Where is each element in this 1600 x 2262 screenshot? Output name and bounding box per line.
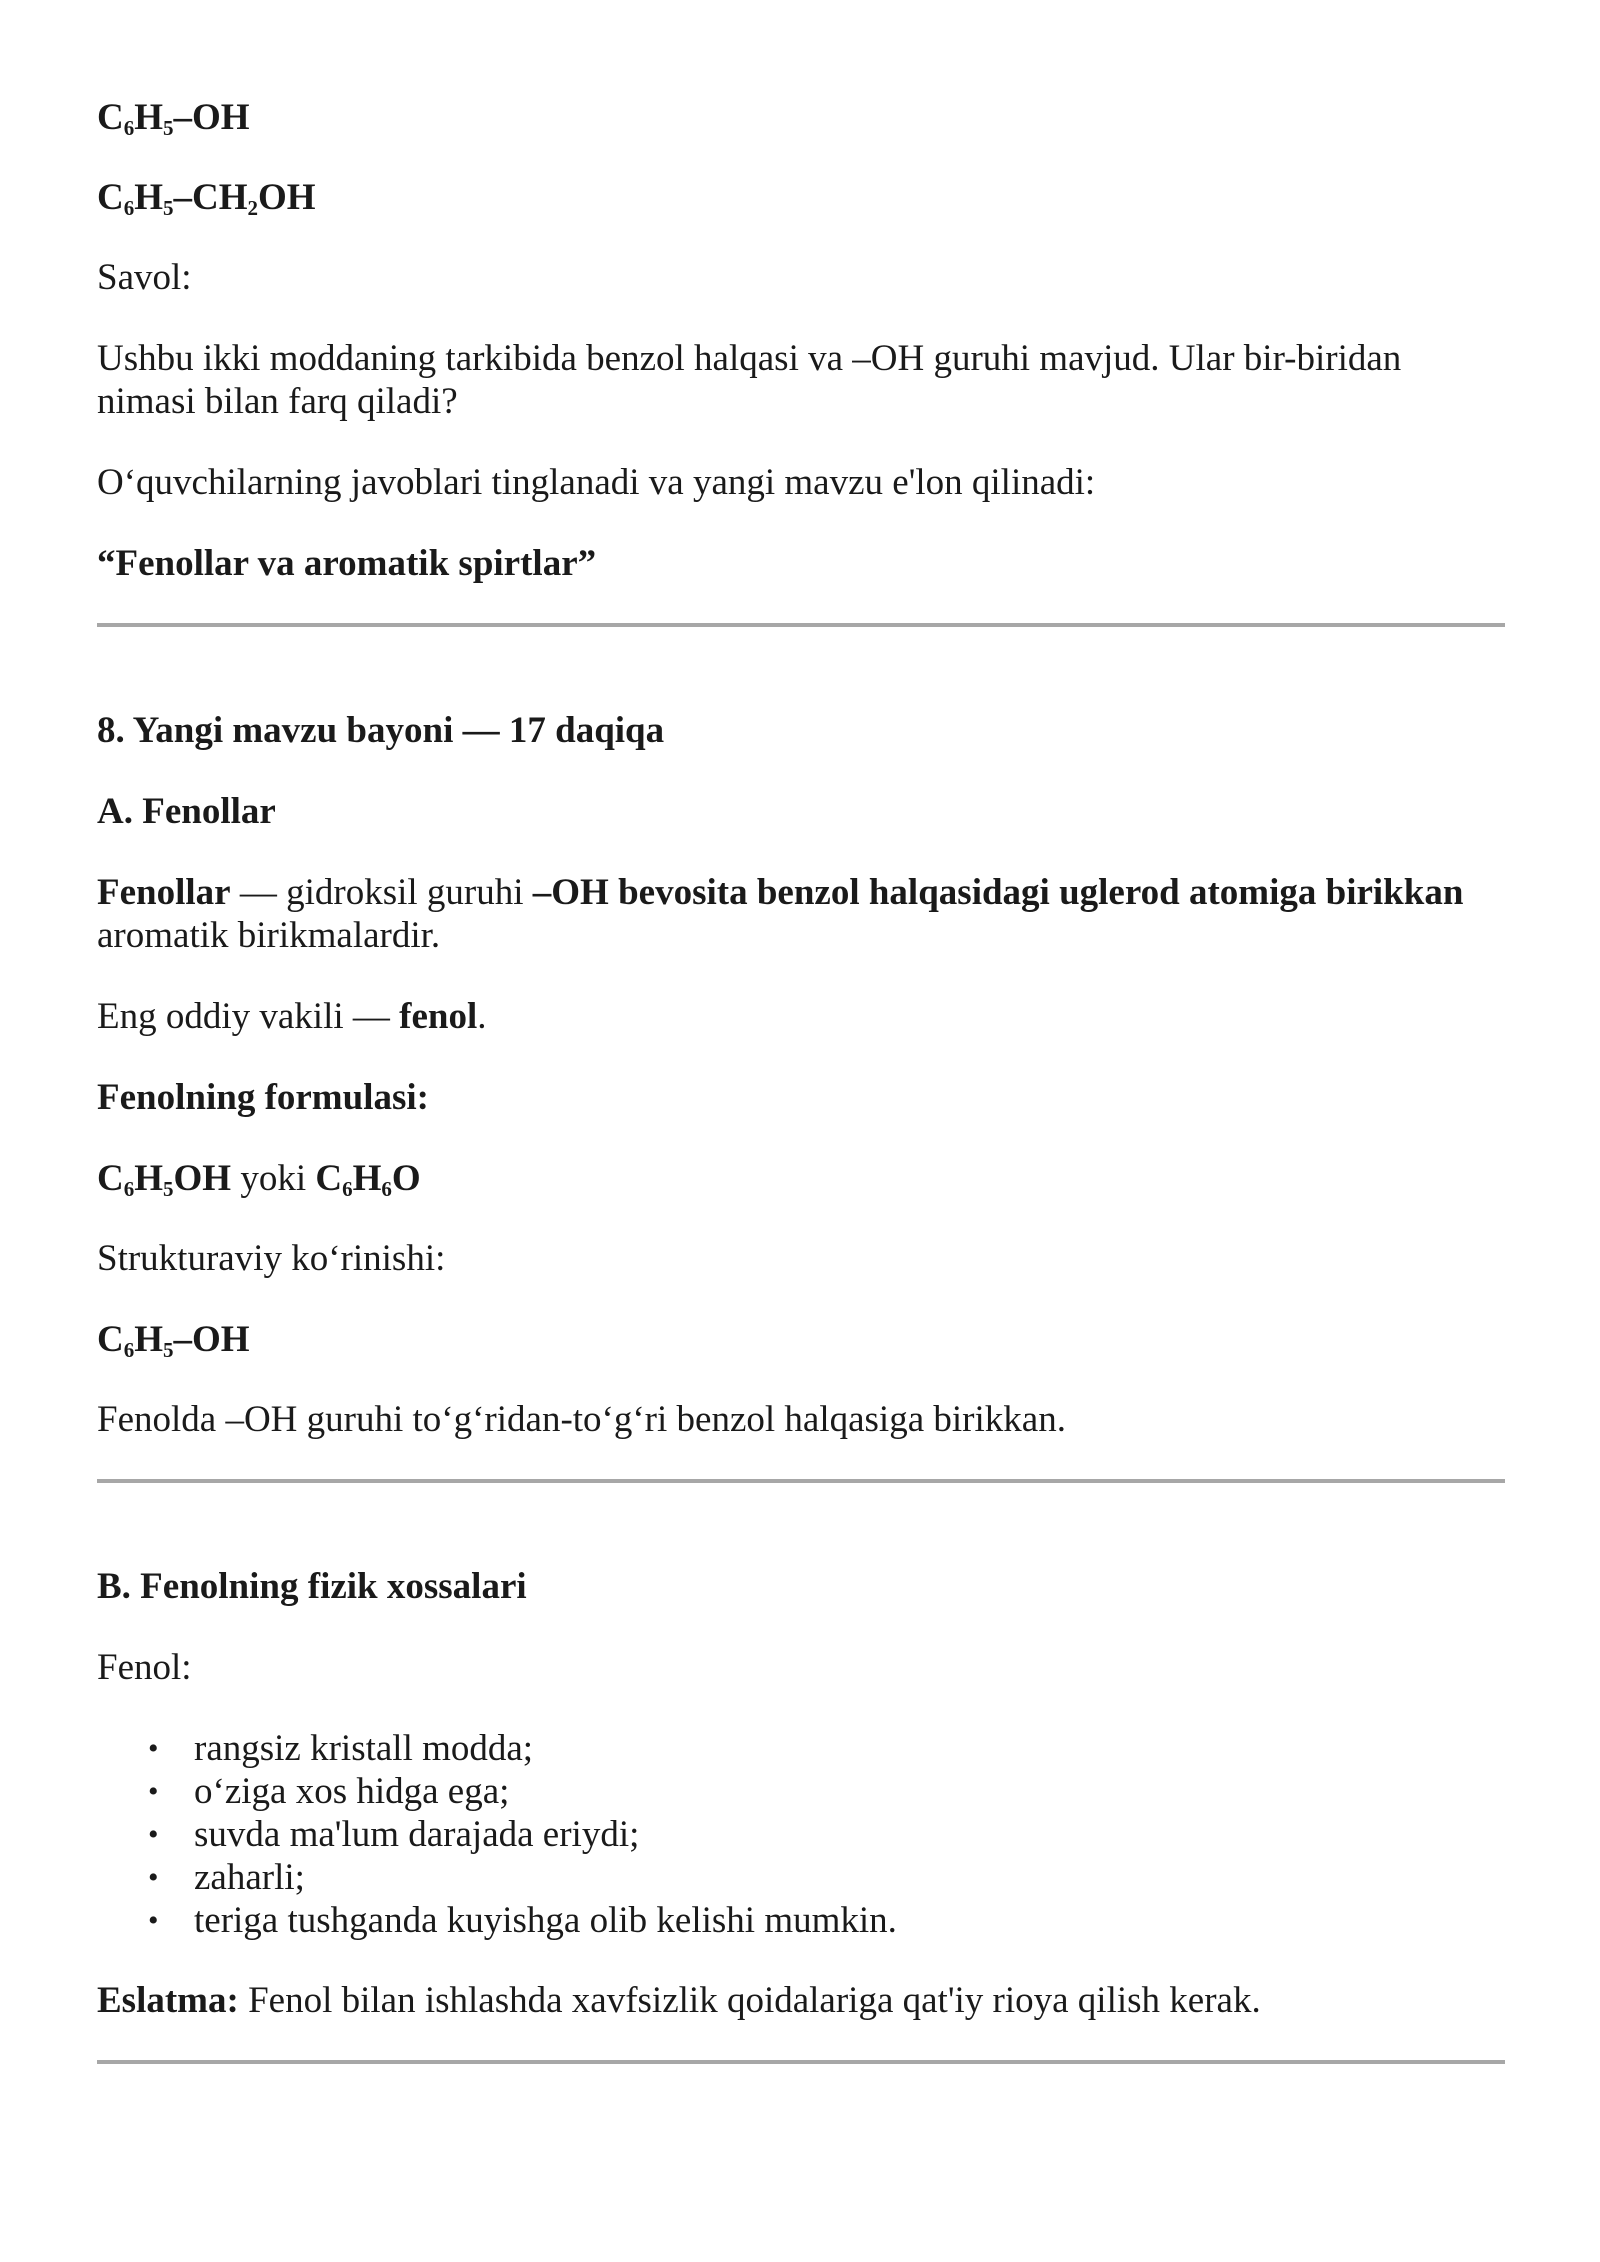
formula-phenol: $C_6H_5-OH$	[97, 97, 250, 140]
formula-label: Fenolning formulasi:	[97, 1077, 429, 1118]
fenol-label: Fenol:	[97, 1647, 192, 1688]
list-item: • zaharli;	[148, 1857, 305, 1898]
note-label: Eslatma:	[97, 1980, 239, 2021]
divider	[97, 2060, 1505, 2064]
bullet-icon: •	[148, 1904, 159, 1937]
structural-label: Strukturaviy ko‘rinishi:	[97, 1238, 446, 1279]
section-8-heading: 8. Yangi mavzu bayoni — 17 daqiqa	[97, 710, 665, 751]
section-b-heading: B. Fenolning fizik xossalari	[97, 1566, 527, 1607]
safety-note: Eslatma: Fenol bilan ishlashda xavfsizlik qoidalariga qat'iy rioya qilish kerak.	[97, 1980, 1261, 2021]
section-a-heading: A. Fenollar	[97, 791, 276, 832]
definition-paragraph: Fenollar — gidroksil guruhi –OH bevosita benzol halqasidagi uglerod atomiga birikkan aromatik birikmalardir.	[97, 872, 1464, 956]
definition-emphasis: –OH bevosita benzol halqasidagi uglerod atomiga birikkan	[532, 872, 1464, 913]
divider	[97, 1479, 1505, 1483]
bullet-icon: •	[148, 1861, 159, 1894]
question-label: Savol:	[97, 257, 192, 298]
bullet-icon: •	[148, 1818, 159, 1851]
list-item: • o‘ziga xos hidga ega;	[148, 1771, 510, 1812]
formula-benzyl-alcohol: $C_6H_5-CH_2OH$	[97, 177, 316, 220]
definition-term: Fenollar	[97, 872, 231, 913]
list-item: • teriga tushganda kuyishga olib kelishi mumkin.	[148, 1900, 897, 1941]
formula-line: $C_6H_5OH$ yoki $C_6H_6O$	[97, 1158, 421, 1201]
formula-structural: $C_6H_5-OH$	[97, 1319, 250, 1362]
list-item: • suvda ma'lum darajada eriydi;	[148, 1814, 640, 1855]
question-text: Ushbu ikki moddaning tarkibida benzol halqasi va –OH guruhi mavjud. Ular bir-biridan nimasi bilan farq qiladi?	[97, 338, 1402, 422]
bullet-icon: •	[148, 1732, 159, 1765]
simplest-representative: Eng oddiy vakili — fenol.	[97, 996, 487, 1037]
divider	[97, 623, 1505, 627]
topic-title: “Fenollar va aromatik spirtlar”	[97, 543, 597, 584]
properties-list	[97, 1727, 1505, 1942]
announce-text: O‘quvchilarning javoblari tinglanadi va yangi mavzu e'lon qilinadi:	[97, 462, 1096, 503]
attached-text: Fenolda –OH guruhi to‘g‘ridan-to‘g‘ri benzol halqasiga birikkan.	[97, 1399, 1066, 1440]
list-item: • rangsiz kristall modda;	[148, 1728, 534, 1769]
simplest-name: fenol	[399, 996, 478, 1037]
bullet-icon: •	[148, 1775, 159, 1808]
f1-b-wrap: $_6H_5-OH$	[123, 97, 250, 140]
